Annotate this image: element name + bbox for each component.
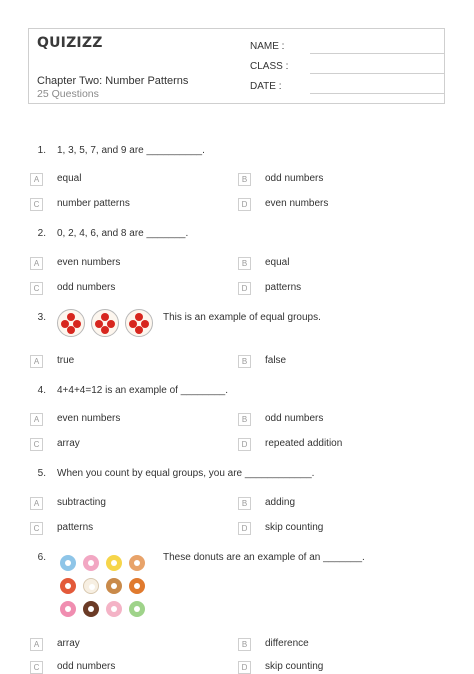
question-text: These donuts are an example of an _______. xyxy=(163,552,365,563)
option-letter-box: C xyxy=(30,282,43,295)
class-line xyxy=(310,73,445,74)
option-letter-box: C xyxy=(30,522,43,535)
class-label: CLASS : xyxy=(250,61,289,72)
option-text: even numbers xyxy=(57,257,121,268)
option-text: subtracting xyxy=(57,497,106,508)
option-text: odd numbers xyxy=(57,661,116,672)
date-field[interactable] xyxy=(250,81,281,92)
option-text: repeated addition xyxy=(265,438,343,449)
apple-plate-2 xyxy=(91,309,119,337)
option-text: odd numbers xyxy=(265,173,324,184)
option-letter-box: C xyxy=(30,198,43,211)
option-text: skip counting xyxy=(265,661,324,672)
question-text: 4+4+4=12 is an example of ________. xyxy=(57,385,228,396)
date-line xyxy=(310,93,445,94)
donut-icon xyxy=(83,578,99,594)
donut-icon xyxy=(60,555,76,571)
donut-icon xyxy=(106,555,122,571)
question-number: 1. xyxy=(37,145,46,156)
option-letter-box: D xyxy=(238,661,251,674)
option-letter-box: D xyxy=(238,282,251,295)
apple-icon xyxy=(135,326,143,334)
apple-icon xyxy=(101,326,109,334)
question-2 xyxy=(0,228,474,242)
question-count: 25 Questions xyxy=(37,88,99,100)
donut-icon xyxy=(129,578,145,594)
donut-icon xyxy=(106,578,122,594)
donut-icon xyxy=(129,555,145,571)
option-text: array xyxy=(57,638,80,649)
option-letter-box: A xyxy=(30,173,43,186)
option-text: odd numbers xyxy=(57,282,116,293)
donut-icon xyxy=(60,578,76,594)
question-number: 4. xyxy=(37,385,46,396)
option-letter-box: B xyxy=(238,257,251,270)
option-text: array xyxy=(57,438,80,449)
option-letter-box: D xyxy=(238,522,251,535)
option-text: adding xyxy=(265,497,296,508)
option-letter-box: D xyxy=(238,198,251,211)
option-letter-box: B xyxy=(238,638,251,651)
option-text: number patterns xyxy=(57,198,130,209)
apple-plate-3 xyxy=(125,309,153,337)
worksheet-header xyxy=(28,28,445,104)
option-text: even numbers xyxy=(265,198,329,209)
donut-array-image xyxy=(60,555,152,621)
question-5 xyxy=(0,468,474,482)
option-text: odd numbers xyxy=(265,413,324,424)
name-label: NAME : xyxy=(250,41,285,52)
option-letter-box: B xyxy=(238,173,251,186)
option-letter-box: D xyxy=(238,438,251,451)
question-1 xyxy=(0,145,474,159)
question-text: 0, 2, 4, 6, and 8 are _______. xyxy=(57,228,189,239)
question-text: When you count by equal groups, you are ____________. xyxy=(57,468,315,479)
option-letter-box: A xyxy=(30,638,43,651)
question-number: 3. xyxy=(37,312,46,323)
donut-icon xyxy=(60,601,76,617)
option-text: equal xyxy=(265,257,290,268)
option-text: skip counting xyxy=(265,522,324,533)
option-text: difference xyxy=(265,638,309,649)
worksheet-title: Chapter Two: Number Patterns xyxy=(37,75,189,87)
option-letter-box: C xyxy=(30,438,43,451)
class-field[interactable] xyxy=(250,61,288,72)
option-letter-box: C xyxy=(30,661,43,674)
donut-icon xyxy=(83,601,99,617)
option-text: false xyxy=(265,355,287,366)
question-number: 5. xyxy=(37,468,46,479)
apple-plate-1 xyxy=(57,309,85,337)
option-letter-box: B xyxy=(238,355,251,368)
question-number: 2. xyxy=(37,228,46,239)
donut-icon xyxy=(83,555,99,571)
option-letter-box: A xyxy=(30,355,43,368)
question-text: This is an example of equal groups. xyxy=(163,312,321,323)
option-text: even numbers xyxy=(57,413,121,424)
option-letter-box: A xyxy=(30,257,43,270)
question-4 xyxy=(0,385,474,399)
apple-groups-image xyxy=(57,309,155,341)
date-label: DATE : xyxy=(250,81,282,92)
name-line xyxy=(310,53,445,54)
name-field[interactable] xyxy=(250,41,284,52)
donut-icon xyxy=(129,601,145,617)
option-text: equal xyxy=(57,173,82,184)
option-text: patterns xyxy=(265,282,302,293)
option-text: patterns xyxy=(57,522,94,533)
apple-icon xyxy=(67,326,75,334)
option-letter-box: A xyxy=(30,413,43,426)
quizizz-logo: QUIZIZZ xyxy=(37,35,103,51)
option-letter-box: B xyxy=(238,413,251,426)
option-letter-box: B xyxy=(238,497,251,510)
question-number: 6. xyxy=(37,552,46,563)
option-text: true xyxy=(57,355,75,366)
option-letter-box: A xyxy=(30,497,43,510)
donut-icon xyxy=(106,601,122,617)
question-text: 1, 3, 5, 7, and 9 are __________. xyxy=(57,145,205,156)
